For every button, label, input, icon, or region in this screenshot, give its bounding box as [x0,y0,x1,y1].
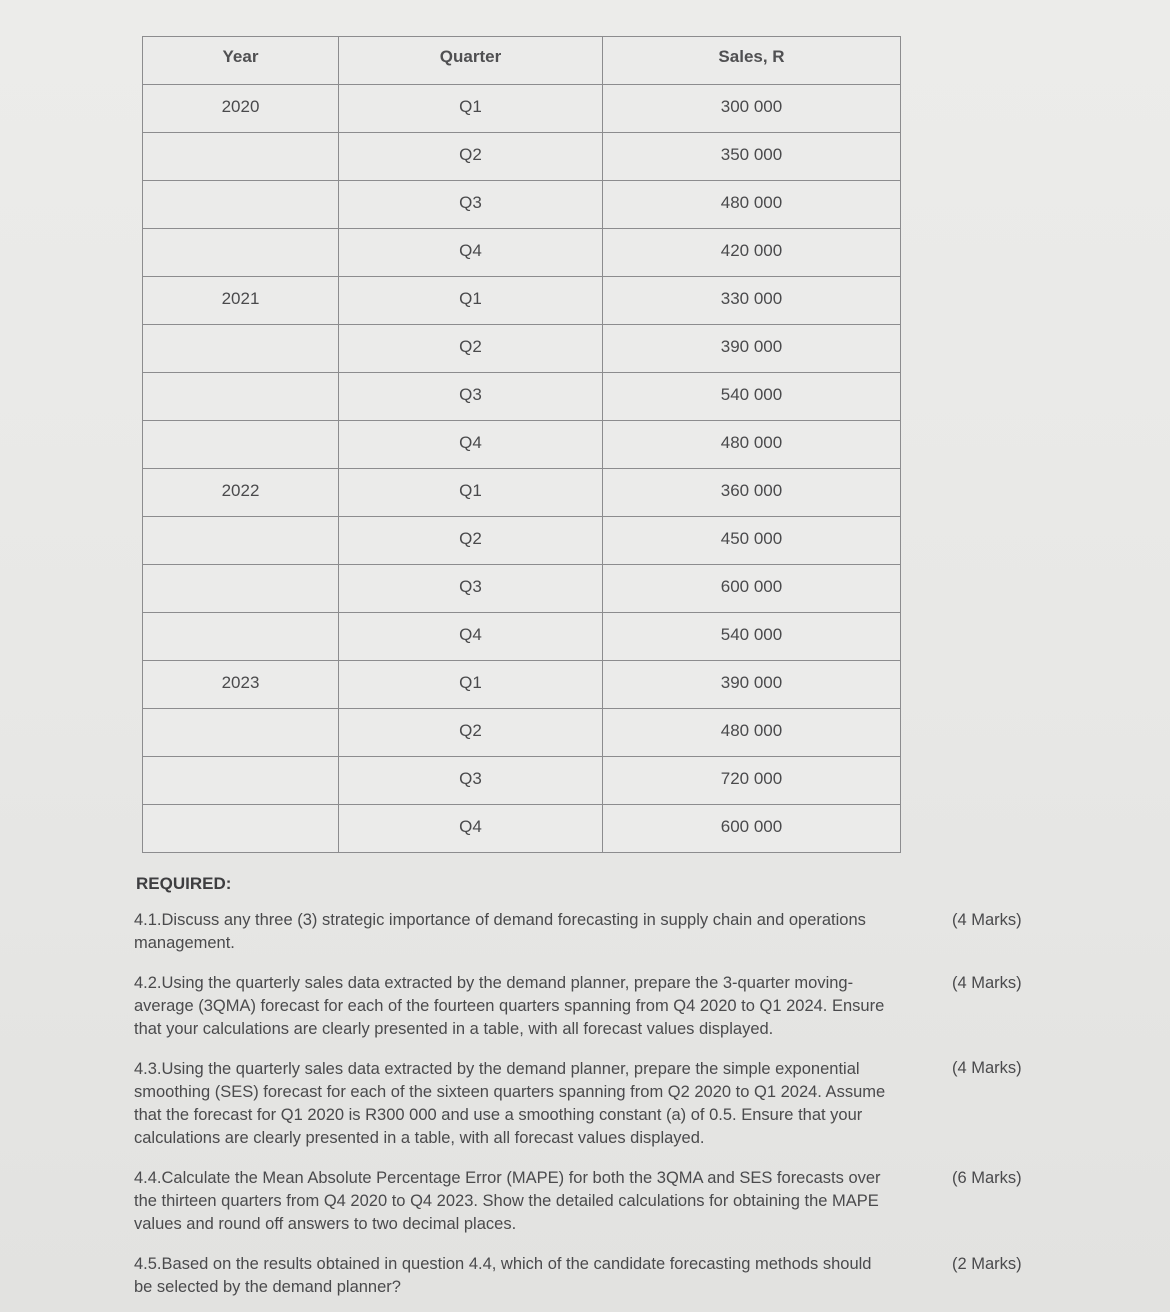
cell-quarter: Q2 [339,325,603,373]
table-row [143,709,901,757]
table-row [143,325,901,373]
marks-4-5: (2 Marks) [952,1255,1022,1273]
table-row [143,229,901,277]
cell-sales: 600 000 [603,565,901,613]
required-heading: REQUIRED: [136,874,232,893]
cell-year: 2021 [143,277,339,325]
header-year: Year [143,37,339,85]
cell-quarter: Q4 [339,421,603,469]
question-4-1: 4.1.Discuss any three (3) strategic importance of demand forecasting in supply chain and operations management. [134,911,866,952]
cell-sales: 390 000 [603,661,901,709]
marks-4-3: (4 Marks) [952,1059,1022,1077]
table-header-row [143,37,901,85]
table-row [143,277,901,325]
cell-quarter: Q1 [339,277,603,325]
cell-quarter: Q1 [339,469,603,517]
marks-4-2: (4 Marks) [952,974,1022,992]
cell-sales: 540 000 [603,613,901,661]
cell-year [143,757,339,805]
cell-quarter: Q3 [339,181,603,229]
cell-sales: 540 000 [603,373,901,421]
cell-year [143,373,339,421]
cell-sales: 480 000 [603,421,901,469]
cell-sales: 600 000 [603,805,901,853]
header-sales: Sales, R [603,37,901,85]
cell-year [143,613,339,661]
cell-quarter: Q1 [339,85,603,133]
table-row [143,805,901,853]
cell-year [143,517,339,565]
table-row [143,517,901,565]
cell-year [143,325,339,373]
table-row [143,661,901,709]
cell-year: 2020 [143,85,339,133]
cell-quarter: Q3 [339,565,603,613]
cell-year: 2023 [143,661,339,709]
question-4-3: 4.3.Using the quarterly sales data extracted by the demand planner, prepare the simple exponential smoothing (SES) forecast for each of the sixteen quarters spanning from Q2 2020 to Q1 2024. Assume that the forecast for Q1 2020 is R300 000 and use a smoothing constant (a) of 0.5. Ensure that your calculations are clearly presented in a table, with all forecast values displayed. [134,1060,886,1147]
table-row [143,421,901,469]
cell-sales: 300 000 [603,85,901,133]
cell-year [143,421,339,469]
cell-quarter: Q4 [339,805,603,853]
question-4-2: 4.2.Using the quarterly sales data extracted by the demand planner, prepare the 3-quarter moving-average (3QMA) forecast for each of the fourteen quarters spanning from Q4 2020 to Q1 2024. Ensure that your calculations are clearly presented in a table, with all forecast values displayed. [134,974,885,1038]
cell-year [143,229,339,277]
cell-sales: 480 000 [603,181,901,229]
cell-sales: 480 000 [603,709,901,757]
sales-table [142,36,901,853]
cell-year [143,709,339,757]
cell-year [143,565,339,613]
table-row [143,757,901,805]
cell-quarter: Q2 [339,709,603,757]
cell-quarter: Q3 [339,373,603,421]
cell-year [143,181,339,229]
cell-sales: 350 000 [603,133,901,181]
cell-year [143,133,339,181]
marks-4-1: (4 Marks) [952,911,1022,929]
marks-4-4: (6 Marks) [952,1169,1022,1187]
cell-year [143,805,339,853]
header-quarter: Quarter [339,37,603,85]
cell-quarter: Q4 [339,613,603,661]
cell-sales: 420 000 [603,229,901,277]
cell-sales: 450 000 [603,517,901,565]
cell-quarter: Q2 [339,133,603,181]
cell-sales: 330 000 [603,277,901,325]
cell-quarter: Q1 [339,661,603,709]
table-row [143,469,901,517]
question-4-5: 4.5.Based on the results obtained in question 4.4, which of the candidate forecasting methods should be selected by the demand planner? [134,1255,872,1296]
cell-sales: 360 000 [603,469,901,517]
cell-sales: 720 000 [603,757,901,805]
cell-sales: 390 000 [603,325,901,373]
table-row [143,85,901,133]
cell-quarter: Q4 [339,229,603,277]
table-row [143,181,901,229]
question-4-4: 4.4.Calculate the Mean Absolute Percentage Error (MAPE) for both the 3QMA and SES forecasts over the thirteen quarters from Q4 2020 to Q4 2023. Show the detailed calculations for obtaining the MAPE values and round off answers to two decimal places. [134,1169,881,1233]
table-row [143,133,901,181]
table-row [143,565,901,613]
table-row [143,613,901,661]
table-row [143,373,901,421]
cell-year: 2022 [143,469,339,517]
table-body [143,85,901,853]
cell-quarter: Q2 [339,517,603,565]
cell-quarter: Q3 [339,757,603,805]
